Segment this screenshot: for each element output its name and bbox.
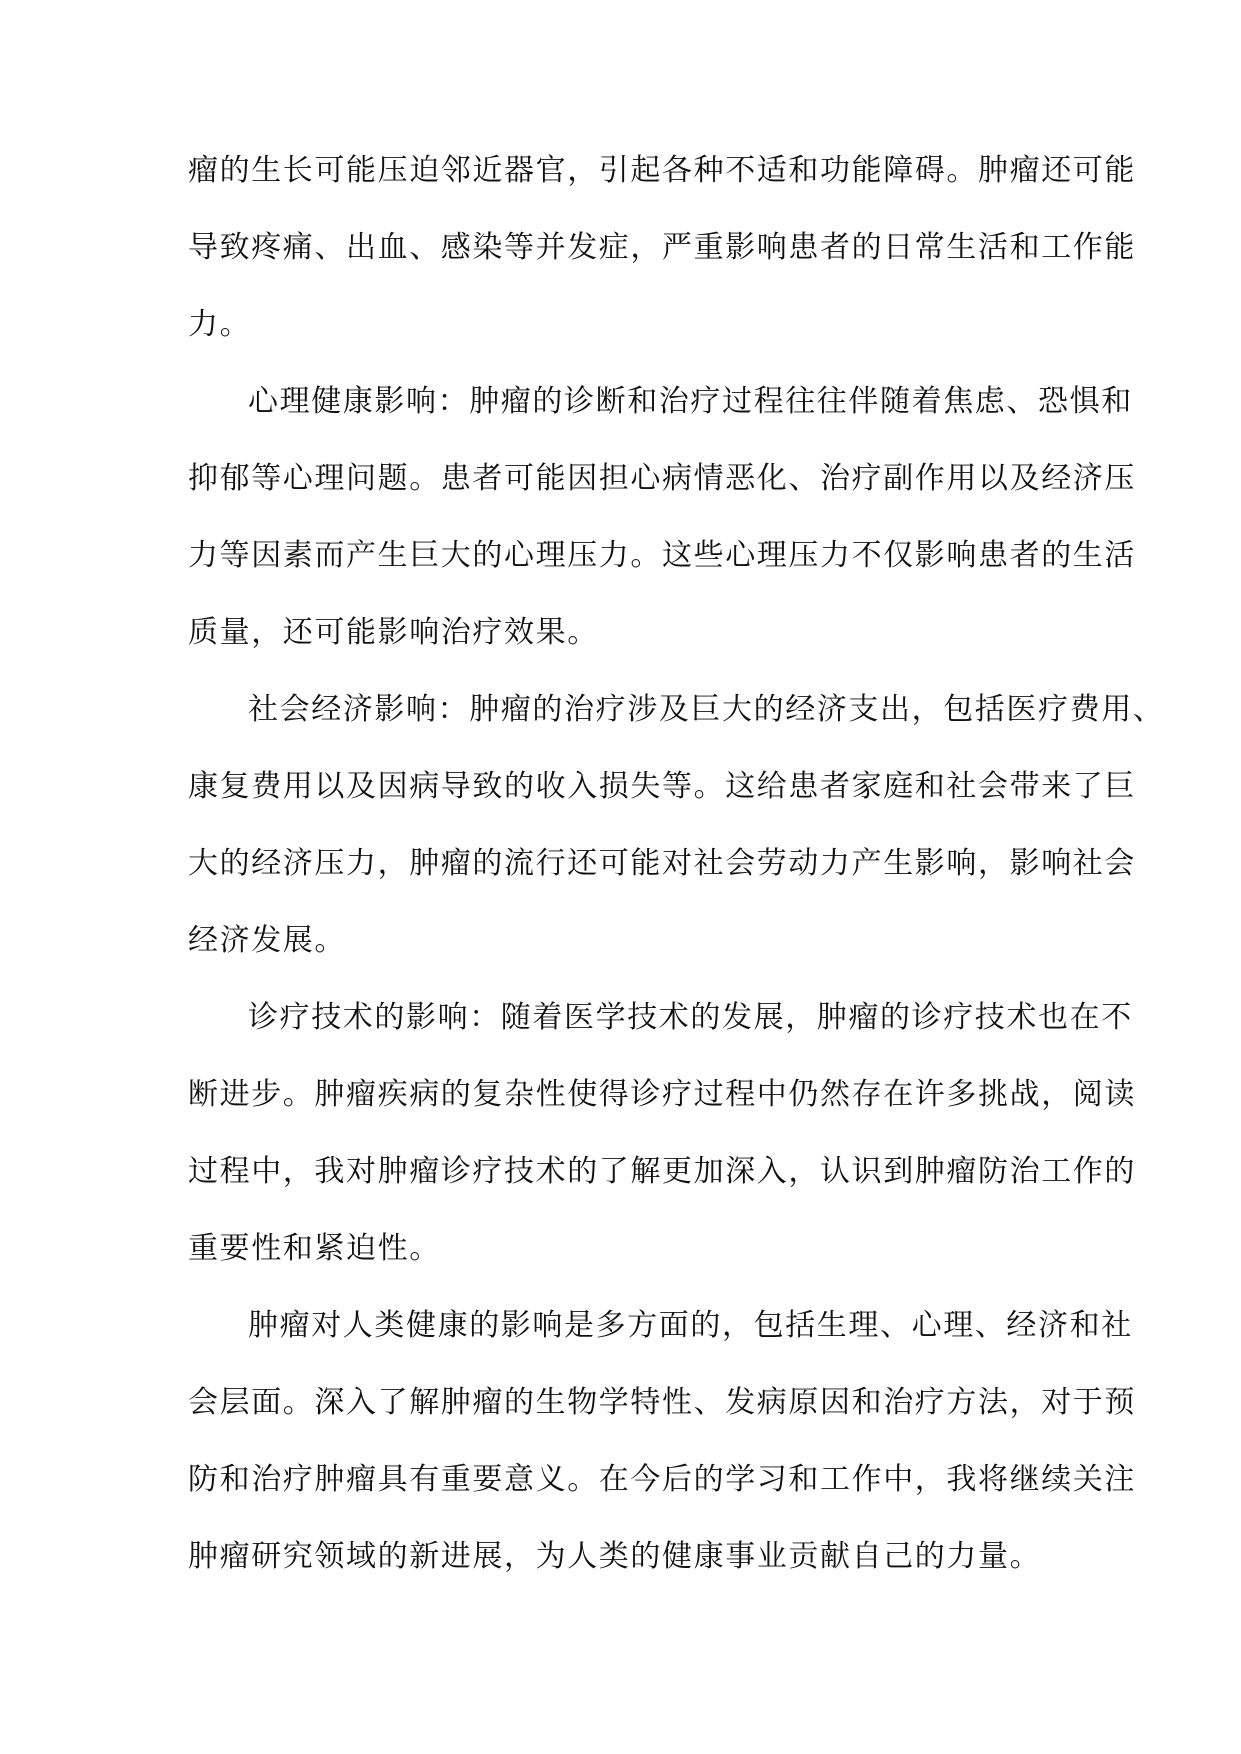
text-line: 经济发展。 <box>188 923 346 958</box>
text-line: 社会经济影响：肿瘤的治疗涉及巨大的经济支出，包括医疗费用、 <box>248 692 1165 727</box>
text-line: 质量，还可能影响治疗效果。 <box>188 615 599 650</box>
text-line: 断进步。肿瘤疾病的复杂性使得诊疗过程中仍然存在许多挑战，阅读 <box>188 1077 1136 1112</box>
text-line: 大的经济压力，肿瘤的流行还可能对社会劳动力产生影响，影响社会 <box>188 846 1136 881</box>
text-line: 抑郁等心理问题。患者可能因担心病情恶化、治疗副作用以及经济压 <box>188 461 1136 496</box>
text-line: 会层面。深入了解肿瘤的生物学特性、发病原因和治疗方法，对于预 <box>188 1385 1136 1420</box>
text-line: 重要性和紧迫性。 <box>188 1231 441 1266</box>
text-line: 康复费用以及因病导致的收入损失等。这给患者家庭和社会带来了巨 <box>188 769 1136 804</box>
text-line: 力。 <box>188 307 252 342</box>
text-line: 诊疗技术的影响：随着医学技术的发展，肿瘤的诊疗技术也在不 <box>248 1000 1133 1035</box>
document-page <box>188 132 1165 1595</box>
text-line: 肿瘤对人类健康的影响是多方面的，包括生理、心理、经济和社 <box>248 1308 1133 1343</box>
text-line: 心理健康影响：肿瘤的诊断和治疗过程往往伴随着焦虑、恐惧和 <box>248 384 1133 419</box>
text-line: 防和治疗肿瘤具有重要意义。在今后的学习和工作中，我将继续关注 <box>188 1462 1136 1497</box>
text-line: 力等因素而产生巨大的心理压力。这些心理压力不仅影响患者的生活 <box>188 538 1136 573</box>
text-line: 肿瘤研究领域的新进展，为人类的健康事业贡献自己的力量。 <box>188 1539 1042 1574</box>
text-line: 瘤的生长可能压迫邻近器官，引起各种不适和功能障碍。肿瘤还可能 <box>188 153 1136 188</box>
text-line: 导致疼痛、出血、感染等并发症，严重影响患者的日常生活和工作能 <box>188 230 1136 265</box>
text-line: 过程中，我对肿瘤诊疗技术的了解更加深入，认识到肿瘤防治工作的 <box>188 1154 1136 1189</box>
